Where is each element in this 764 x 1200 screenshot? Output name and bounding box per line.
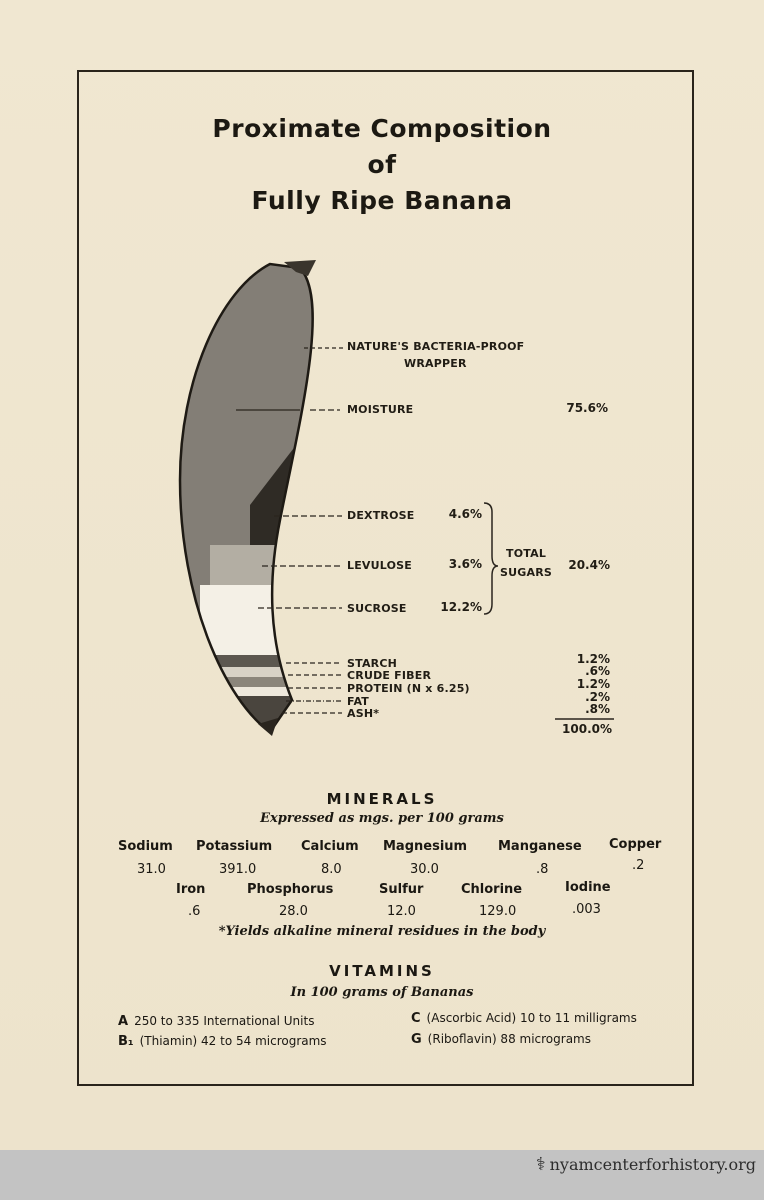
dextrose-value: 4.6%	[448, 507, 482, 521]
minerals-subheading: Expressed as mgs. per 100 grams	[260, 811, 504, 826]
fat-label: FAT	[347, 695, 370, 708]
mineral-name: Copper	[609, 837, 662, 852]
sucrose-label: SUCROSE	[347, 602, 407, 615]
wrapper-label-2: WRAPPER	[404, 357, 467, 370]
levulose-label: LEVULOSE	[347, 559, 412, 572]
mineral-name: Manganese	[498, 839, 582, 854]
total-sugars-value: 20.4%	[568, 558, 610, 572]
fat-value: .2%	[585, 690, 610, 704]
levulose-value: 3.6%	[448, 557, 482, 571]
wrapper-label: NATURE'S BACTERIA-PROOF	[347, 340, 525, 353]
starch-value: 1.2%	[576, 652, 610, 666]
vitamin-letter: G	[411, 1032, 422, 1047]
mineral-name: Potassium	[196, 839, 273, 854]
protein-region	[200, 677, 310, 687]
mineral-value: 8.0	[321, 862, 342, 877]
vitamin-letter: A	[118, 1014, 129, 1029]
credit-text: nyamcenterforhistory.org	[549, 1155, 756, 1174]
mineral-name: Phosphorus	[247, 882, 334, 897]
vitamin-text: (Riboflavin) 88 micrograms	[427, 1032, 591, 1046]
mineral-name: Iodine	[565, 880, 611, 895]
staff-of-asclepius-icon: ⚕	[535, 1154, 546, 1175]
vitamin-letter: B₁	[118, 1034, 134, 1049]
vitamin-c	[411, 1011, 637, 1026]
credit-watermark[interactable]	[536, 1154, 756, 1175]
crude-fiber-region	[200, 667, 310, 677]
mineral-value: 30.0	[410, 862, 439, 877]
mineral-value: 12.0	[387, 904, 416, 919]
title-line-3: Fully Ripe Banana	[251, 186, 513, 215]
title-line-2: of	[367, 150, 397, 179]
vitamins-heading: VITAMINS	[329, 962, 435, 980]
minerals-heading: MINERALS	[326, 790, 438, 808]
title-line-1: Proximate Composition	[212, 114, 552, 143]
mineral-value: .6	[188, 904, 201, 919]
mineral-value: 28.0	[279, 904, 308, 919]
vitamin-g	[411, 1032, 591, 1047]
crude-fiber-value: .6%	[585, 664, 610, 678]
total-sugars-label-2: SUGARS	[500, 566, 552, 579]
fat-region	[200, 687, 310, 696]
moisture-label: MOISTURE	[347, 403, 414, 416]
minerals-footnote: *Yields alkaline mineral residues in the body	[218, 924, 546, 939]
ash-region	[200, 696, 310, 736]
dextrose-label: DEXTROSE	[347, 509, 415, 522]
mineral-name: Sodium	[118, 839, 173, 854]
mineral-value: 129.0	[479, 904, 517, 919]
mineral-name: Magnesium	[383, 839, 468, 854]
total-sugars-label: TOTAL	[506, 547, 547, 560]
mineral-name: Chlorine	[461, 882, 523, 897]
protein-value: 1.2%	[576, 677, 610, 691]
vitamin-letter: C	[411, 1011, 421, 1026]
mineral-value: .2	[632, 858, 645, 873]
protein-label: PROTEIN (N x 6.25)	[347, 682, 470, 695]
sucrose-region	[200, 585, 310, 655]
crude-fiber-label: CRUDE FIBER	[347, 669, 432, 682]
mineral-value: .8	[536, 862, 549, 877]
vitamin-text: (Ascorbic Acid) 10 to 11 milligrams	[426, 1011, 637, 1025]
vitamin-text: (Thiamin) 42 to 54 micrograms	[139, 1034, 327, 1048]
ash-label: ASH*	[347, 707, 380, 720]
sucrose-value: 12.2%	[440, 600, 482, 614]
starch-label: STARCH	[347, 657, 398, 670]
mineral-value: 31.0	[137, 862, 166, 877]
total-value: 100.0%	[562, 722, 612, 736]
mineral-name: Iron	[176, 882, 206, 897]
mineral-name: Sulfur	[379, 882, 424, 897]
vitamin-text: 250 to 335 International Units	[134, 1014, 315, 1028]
ash-value: .8%	[585, 702, 610, 716]
vitamin-a	[118, 1014, 314, 1029]
vitamin-b1	[118, 1034, 327, 1049]
mineral-value: 391.0	[219, 862, 257, 877]
mineral-name: Calcium	[301, 839, 359, 854]
moisture-value: 75.6%	[566, 401, 608, 415]
levulose-region	[210, 545, 310, 585]
mineral-value: .003	[572, 902, 601, 917]
vitamins-subheading: In 100 grams of Bananas	[290, 985, 474, 1000]
